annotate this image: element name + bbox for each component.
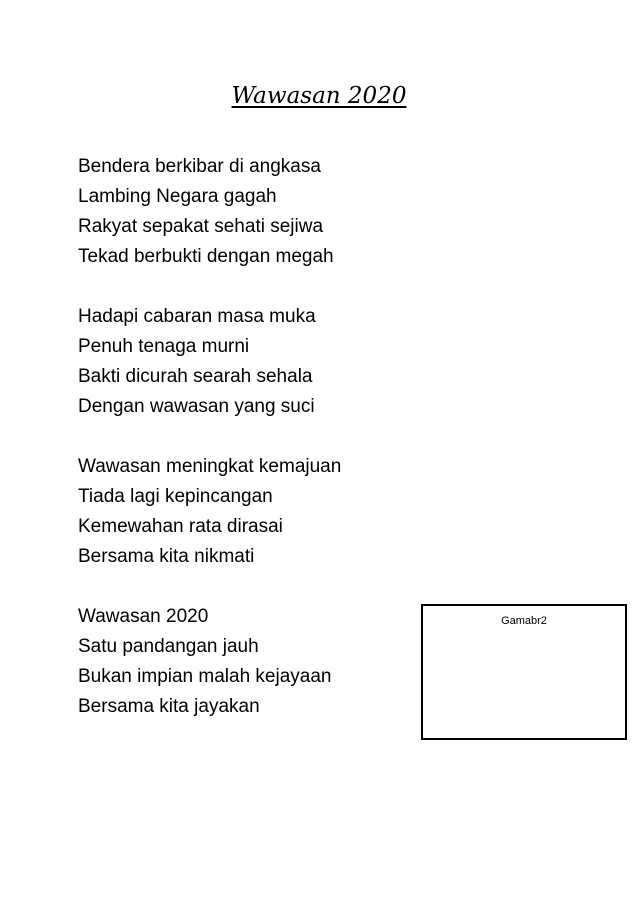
poem-line: Penuh tenaga murni <box>78 336 250 357</box>
stanza-1 <box>78 152 408 272</box>
poem-line: Rakyat sepakat sehati sejiwa <box>78 216 324 237</box>
poem-body <box>78 152 408 752</box>
poem-line: Dengan wawasan yang suci <box>78 396 315 417</box>
poem-line: Bersama kita nikmati <box>78 546 255 567</box>
poem-title: Wawasan 2020 <box>231 83 407 109</box>
poem-line: Kemewahan rata dirasai <box>78 516 283 537</box>
poem-line: Tekad berbukti dengan megah <box>78 246 334 267</box>
poem-line: Lambing Negara gagah <box>78 186 277 207</box>
poem-line: Bakti dicurah searah sehala <box>78 366 313 387</box>
image-placeholder-box <box>421 604 627 740</box>
stanza-4 <box>78 602 408 722</box>
poem-line: Bendera berkibar di angkasa <box>78 156 321 177</box>
poem-line: Tiada lagi kepincangan <box>78 486 273 507</box>
poem-line: Wawasan meningkat kemajuan <box>78 456 342 477</box>
stanza-2 <box>78 302 408 422</box>
stanza-3 <box>78 452 408 572</box>
poem-line: Bukan impian malah kejayaan <box>78 666 332 687</box>
poem-line: Satu pandangan jauh <box>78 636 259 657</box>
poem-line: Wawasan 2020 <box>78 606 209 627</box>
image-placeholder-caption: Gamabr2 <box>501 615 547 627</box>
poem-line: Bersama kita jayakan <box>78 696 260 717</box>
poem-line: Hadapi cabaran masa muka <box>78 306 316 327</box>
